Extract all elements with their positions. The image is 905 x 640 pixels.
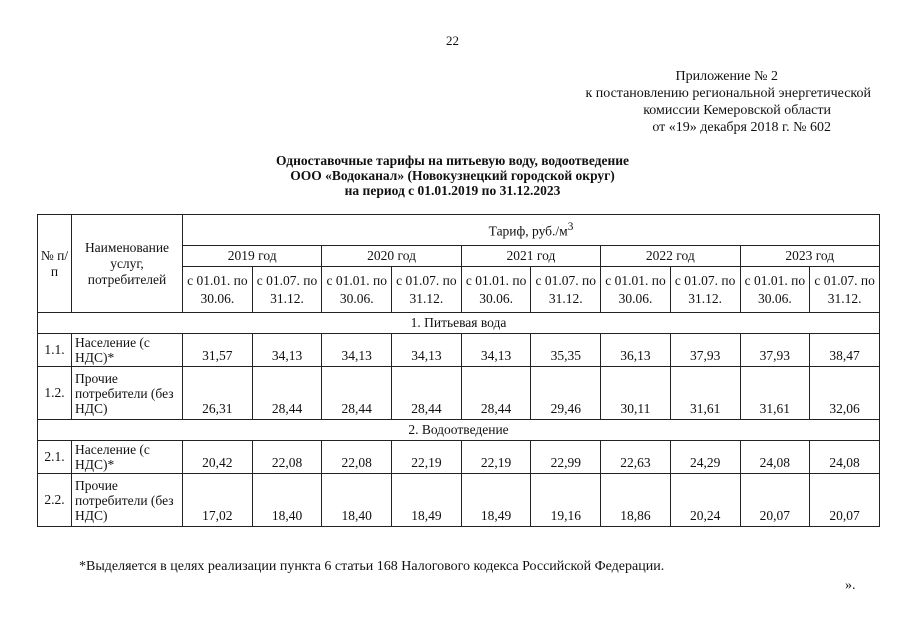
tariff-value: 34,13 bbox=[392, 334, 462, 367]
year-header: 2023 год bbox=[740, 246, 880, 267]
section-row bbox=[38, 313, 880, 334]
tariff-value: 32,06 bbox=[810, 367, 880, 420]
tariff-value: 22,19 bbox=[392, 441, 462, 474]
period-header: с 01.07. по 31.12. bbox=[252, 267, 322, 313]
tariff-value: 37,93 bbox=[670, 334, 740, 367]
section-title: 2. Водоотведение bbox=[38, 420, 880, 441]
tariff-header-text: Тариф, руб./м bbox=[488, 223, 568, 239]
period-header: с 01.07. по 31.12. bbox=[392, 267, 462, 313]
tariff-value: 34,13 bbox=[461, 334, 531, 367]
tariff-value: 19,16 bbox=[531, 474, 601, 527]
tariff-value: 28,44 bbox=[252, 367, 322, 420]
period-header: с 01.07. по 31.12. bbox=[810, 267, 880, 313]
tariff-value: 29,46 bbox=[531, 367, 601, 420]
tariff-value: 20,42 bbox=[183, 441, 253, 474]
tariff-value: 26,31 bbox=[183, 367, 253, 420]
year-header: 2019 год bbox=[183, 246, 322, 267]
tariff-value: 38,47 bbox=[810, 334, 880, 367]
row-name: Население (с НДС)* bbox=[72, 334, 183, 367]
tariff-value: 31,57 bbox=[183, 334, 253, 367]
tariff-value: 18,49 bbox=[461, 474, 531, 527]
tariff-value: 18,49 bbox=[392, 474, 462, 527]
tariff-value: 30,11 bbox=[601, 367, 671, 420]
appendix-header bbox=[585, 68, 871, 136]
period-header: с 01.01. по 30.06. bbox=[322, 267, 392, 313]
period-header: с 01.01. по 30.06. bbox=[183, 267, 253, 313]
period-header: с 01.01. по 30.06. bbox=[740, 267, 810, 313]
tariff-value: 31,61 bbox=[740, 367, 810, 420]
tariff-value: 36,13 bbox=[601, 334, 671, 367]
tariff-value: 22,19 bbox=[461, 441, 531, 474]
tariff-value: 28,44 bbox=[322, 367, 392, 420]
col-header-name: Наименование услуг, потребителей bbox=[72, 215, 183, 313]
tariff-value: 20,07 bbox=[810, 474, 880, 527]
tariff-value: 18,86 bbox=[601, 474, 671, 527]
tariff-value: 22,08 bbox=[322, 441, 392, 474]
tariff-value: 18,40 bbox=[322, 474, 392, 527]
title-line: на период с 01.01.2019 по 31.12.2023 bbox=[344, 183, 561, 198]
row-number: 2.2. bbox=[38, 474, 72, 527]
table-row bbox=[38, 367, 880, 420]
col-header-number: № п/п bbox=[38, 215, 72, 313]
tariff-value: 22,63 bbox=[601, 441, 671, 474]
section-title: 1. Питьевая вода bbox=[38, 313, 880, 334]
title-line: Одноставочные тарифы на питьевую воду, водоотведение bbox=[275, 153, 630, 168]
appendix-line: комиссии Кемеровской области bbox=[643, 103, 831, 118]
col-header-tariff bbox=[183, 215, 880, 246]
year-header: 2022 год bbox=[601, 246, 740, 267]
tariff-value: 17,02 bbox=[183, 474, 253, 527]
tariff-value: 22,08 bbox=[252, 441, 322, 474]
document-title bbox=[0, 153, 905, 198]
tariff-value: 18,40 bbox=[252, 474, 322, 527]
tariff-value: 24,08 bbox=[810, 441, 880, 474]
period-header: с 01.01. по 30.06. bbox=[601, 267, 671, 313]
tariff-value: 28,44 bbox=[392, 367, 462, 420]
table-row bbox=[38, 334, 880, 367]
appendix-line: от «19» декабря 2018 г. № 602 bbox=[652, 120, 831, 135]
tariff-value: 31,61 bbox=[670, 367, 740, 420]
row-name: Население (с НДС)* bbox=[72, 441, 183, 474]
table-row bbox=[38, 441, 880, 474]
appendix-line: к постановлению региональной энергетической bbox=[585, 86, 871, 101]
period-header: с 01.07. по 31.12. bbox=[531, 267, 601, 313]
row-number: 1.2. bbox=[38, 367, 72, 420]
tariff-value: 28,44 bbox=[461, 367, 531, 420]
page-number: 22 bbox=[446, 33, 459, 48]
tariff-table bbox=[37, 214, 880, 527]
period-header: с 01.07. по 31.12. bbox=[670, 267, 740, 313]
row-name: Прочие потребители (без НДС) bbox=[72, 367, 183, 420]
footnote: *Выделяется в целях реализации пункта 6 статьи 168 Налогового кодекса Российской Федерации. bbox=[79, 559, 665, 574]
period-header: с 01.01. по 30.06. bbox=[461, 267, 531, 313]
tariff-value: 22,99 bbox=[531, 441, 601, 474]
tariff-value: 35,35 bbox=[531, 334, 601, 367]
tariff-value: 24,29 bbox=[670, 441, 740, 474]
tariff-unit-sup: 3 bbox=[567, 220, 574, 233]
tariff-value: 34,13 bbox=[322, 334, 392, 367]
section-row bbox=[38, 420, 880, 441]
tariff-value: 20,07 bbox=[740, 474, 810, 527]
table-header-row bbox=[38, 215, 880, 246]
row-number: 2.1. bbox=[38, 441, 72, 474]
tariff-value: 20,24 bbox=[670, 474, 740, 527]
closing-mark: ». bbox=[845, 578, 856, 593]
tariff-value: 24,08 bbox=[740, 441, 810, 474]
tariff-value: 34,13 bbox=[252, 334, 322, 367]
title-line: ООО «Водоканал» (Новокузнецкий городской округ) bbox=[290, 168, 615, 183]
appendix-line: Приложение № 2 bbox=[675, 69, 778, 84]
year-header: 2020 год bbox=[322, 246, 461, 267]
year-header: 2021 год bbox=[461, 246, 600, 267]
row-name: Прочие потребители (без НДС) bbox=[72, 474, 183, 527]
tariff-value: 37,93 bbox=[740, 334, 810, 367]
row-number: 1.1. bbox=[38, 334, 72, 367]
table-row bbox=[38, 474, 880, 527]
